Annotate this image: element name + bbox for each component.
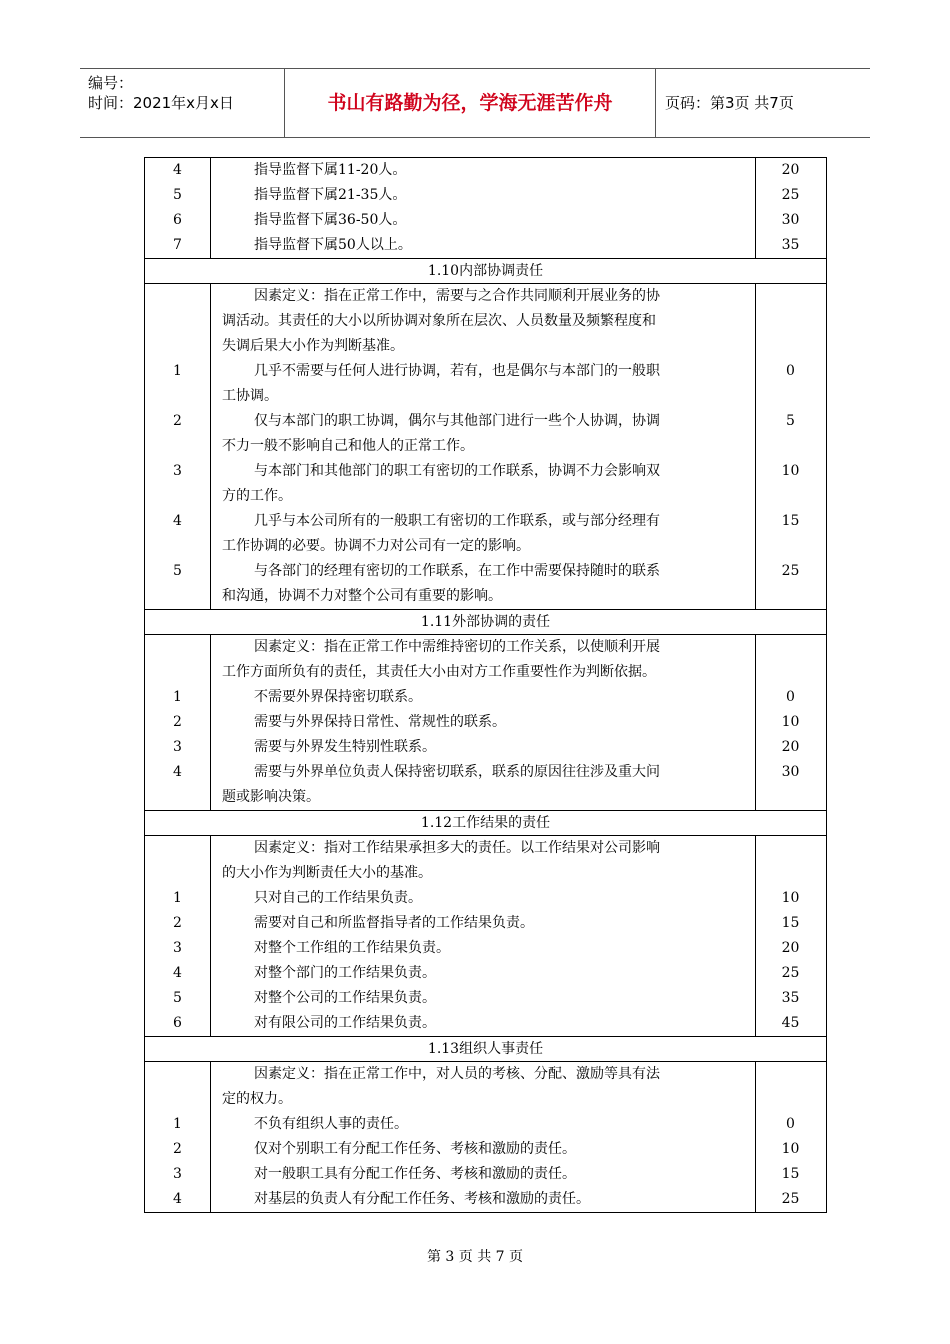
item-text: 工作协调的必要。协调不力对公司有一定的影响。	[222, 538, 530, 554]
item-score: 15	[781, 513, 800, 529]
item-number: 1	[173, 890, 182, 906]
item-number: 1	[173, 1116, 182, 1132]
item-score: 15	[781, 1166, 800, 1182]
item-text: 对有限公司的工作结果负责。	[254, 1015, 436, 1031]
table-block	[145, 283, 826, 609]
item-score: 10	[781, 463, 800, 479]
number-column	[145, 836, 211, 1036]
factor-definition: 工作方面所负有的责任，其责任大小由对方工作重要性作为判断依据。	[222, 664, 656, 680]
number-column	[145, 1062, 211, 1212]
item-text: 仅与本部门的职工协调，偶尔与其他部门进行一些个人协调，协调	[254, 413, 660, 429]
item-number: 5	[173, 187, 182, 203]
factor-definition: 失调后果大小作为判断基准。	[222, 338, 404, 354]
header-page-info: 页码：第3页 共7页	[665, 94, 794, 112]
item-number: 3	[173, 940, 182, 956]
item-number: 3	[173, 1166, 182, 1182]
item-number: 5	[173, 990, 182, 1006]
description-column	[211, 836, 756, 1036]
item-score: 35	[781, 237, 800, 253]
item-text: 几乎不需要与任何人进行协调，若有，也是偶尔与本部门的一般职	[254, 363, 660, 379]
item-text: 不需要外界保持密切联系。	[254, 689, 422, 705]
item-number: 3	[173, 739, 182, 755]
item-text: 和沟通，协调不力对整个公司有重要的影响。	[222, 588, 502, 604]
item-score: 25	[781, 1191, 800, 1207]
item-number: 4	[173, 764, 182, 780]
item-text: 指导监督下属11-20人。	[254, 162, 407, 178]
item-number: 6	[173, 212, 182, 228]
section-title: 1.10内部协调责任	[145, 258, 826, 283]
item-number: 1	[173, 363, 182, 379]
factor-definition: 因素定义：指对工作结果承担多大的责任。以工作结果对公司影响	[254, 840, 660, 856]
item-text: 工协调。	[222, 388, 278, 404]
table-block	[145, 835, 826, 1036]
item-number: 2	[173, 714, 182, 730]
description-column	[211, 158, 756, 258]
doc-date-label: 时间：2021年x月x日	[88, 94, 234, 112]
item-number: 4	[173, 965, 182, 981]
item-number: 2	[173, 413, 182, 429]
item-number: 4	[173, 513, 182, 529]
item-text: 不负有组织人事的责任。	[254, 1116, 408, 1132]
item-score: 20	[781, 162, 800, 178]
section-title: 1.11外部协调的责任	[145, 609, 826, 634]
section-title: 1.13组织人事责任	[145, 1036, 826, 1061]
header-meta	[88, 73, 234, 113]
score-column	[756, 158, 825, 258]
header-divider	[655, 69, 656, 137]
item-text: 仅对个别职工有分配工作任务、考核和激励的责任。	[254, 1141, 576, 1157]
item-score: 20	[781, 940, 800, 956]
item-score: 10	[781, 714, 800, 730]
item-score: 0	[786, 363, 795, 379]
item-text: 不力一般不影响自己和他人的正常工作。	[222, 438, 474, 454]
evaluation-table	[144, 157, 827, 1213]
item-text: 方的工作。	[222, 488, 292, 504]
item-text: 指导监督下属21-35人。	[254, 187, 407, 203]
item-score: 5	[786, 413, 795, 429]
description-column	[211, 1062, 756, 1212]
item-text: 需要与外界保持日常性、常规性的联系。	[254, 714, 506, 730]
score-column	[756, 284, 825, 609]
item-number: 3	[173, 463, 182, 479]
item-score: 45	[781, 1015, 800, 1031]
item-score: 30	[781, 764, 800, 780]
item-number: 5	[173, 563, 182, 579]
item-text: 对整个公司的工作结果负责。	[254, 990, 436, 1006]
section-title: 1.12工作结果的责任	[145, 810, 826, 835]
item-text: 几乎与本公司所有的一般职工有密切的工作联系，或与部分经理有	[254, 513, 660, 529]
description-column	[211, 284, 756, 609]
item-text: 对整个工作组的工作结果负责。	[254, 940, 450, 956]
factor-definition: 调活动。其责任的大小以所协调对象所在层次、人员数量及频繁程度和	[222, 313, 656, 329]
item-text: 与本部门和其他部门的职工有密切的工作联系，协调不力会影响双	[254, 463, 660, 479]
number-column	[145, 635, 211, 810]
factor-definition: 定的权力。	[222, 1091, 292, 1107]
item-score: 25	[781, 563, 800, 579]
item-text: 只对自己的工作结果负责。	[254, 890, 422, 906]
table-block	[145, 634, 826, 810]
score-column	[756, 635, 825, 810]
number-column	[145, 284, 211, 609]
item-number: 4	[173, 162, 182, 178]
header-motto: 书山有路勤为径，学海无涯苦作舟	[327, 92, 613, 114]
item-text: 需要对自己和所监督指导者的工作结果负责。	[254, 915, 534, 931]
description-column	[211, 635, 756, 810]
score-column	[756, 836, 825, 1036]
item-number: 2	[173, 1141, 182, 1157]
item-text: 对整个部门的工作结果负责。	[254, 965, 436, 981]
page-footer: 第 3 页 共 7 页	[426, 1249, 524, 1265]
table-block	[145, 158, 826, 258]
item-text: 需要与外界单位负责人保持密切联系，联系的原因往往涉及重大问	[254, 764, 660, 780]
item-number: 1	[173, 689, 182, 705]
item-number: 6	[173, 1015, 182, 1031]
score-column	[756, 1062, 825, 1212]
table-block	[145, 1061, 826, 1212]
item-score: 20	[781, 739, 800, 755]
item-score: 10	[781, 890, 800, 906]
item-text: 与各部门的经理有密切的工作联系，在工作中需要保持随时的联系	[254, 563, 660, 579]
item-text: 指导监督下属50人以上。	[254, 237, 412, 253]
factor-definition: 因素定义：指在正常工作中，对人员的考核、分配、激励等具有法	[254, 1066, 660, 1082]
factor-definition: 的大小作为判断责任大小的基准。	[222, 865, 432, 881]
item-score: 0	[786, 1116, 795, 1132]
item-score: 35	[781, 990, 800, 1006]
item-text: 对一般职工具有分配工作任务、考核和激励的责任。	[254, 1166, 576, 1182]
item-text: 指导监督下属36-50人。	[254, 212, 407, 228]
item-score: 10	[781, 1141, 800, 1157]
item-number: 7	[173, 237, 182, 253]
item-text: 题或影响决策。	[222, 789, 320, 805]
item-score: 0	[786, 689, 795, 705]
item-score: 25	[781, 965, 800, 981]
document-header	[80, 68, 870, 138]
factor-definition: 因素定义：指在正常工作中需维持密切的工作关系，以使顺利开展	[254, 639, 660, 655]
doc-number-label: 编号：	[88, 74, 134, 92]
item-number: 2	[173, 915, 182, 931]
number-column	[145, 158, 211, 258]
item-number: 4	[173, 1191, 182, 1207]
item-score: 25	[781, 187, 800, 203]
item-score: 15	[781, 915, 800, 931]
item-text: 对基层的负责人有分配工作任务、考核和激励的责任。	[254, 1191, 590, 1207]
item-text: 需要与外界发生特别性联系。	[254, 739, 436, 755]
factor-definition: 因素定义：指在正常工作中，需要与之合作共同顺利开展业务的协	[254, 288, 660, 304]
item-score: 30	[781, 212, 800, 228]
